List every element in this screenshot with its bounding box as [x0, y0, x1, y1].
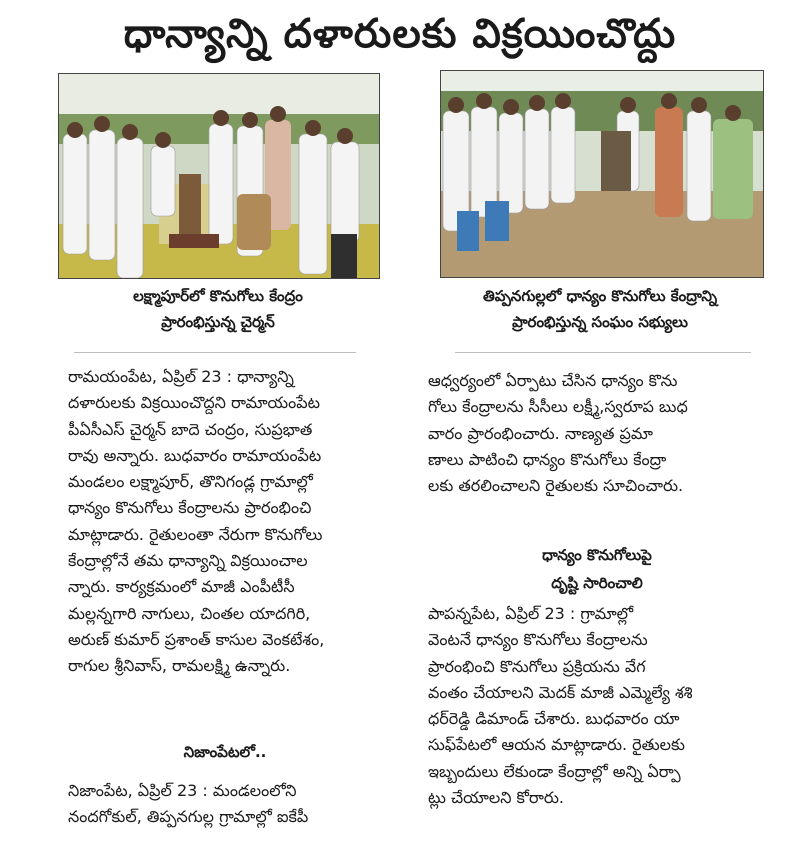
headline: ధాన్యాన్ని దళారులకు విక్రయించొద్దు — [123, 11, 677, 57]
text-line: వంతం చేయాలని మెదక్ మాజీ ఎమ్మెల్యే శశి — [428, 682, 693, 702]
text-line: మండలం లక్ష్మాపూర్, తొనిగండ్ల గ్రామాల్లో — [68, 472, 313, 492]
text-line: ణాలు పాటించి ధాన్యం కొనుగోలు కేంద్రా — [428, 449, 667, 469]
text-line: లకు తరలించాలని రైతులకు సూచించారు. — [428, 476, 684, 496]
caption-divider — [74, 352, 356, 353]
subheading-line: దృష్టి సారించాలి — [551, 574, 643, 592]
text-line: రాగుల శ్రీనివాస్, రామలక్ష్మి ఉన్నారు. — [68, 656, 291, 676]
subheading-nizampet: నిజాంపేటలో.. — [183, 743, 267, 761]
photo-caption-left — [58, 283, 378, 335]
subheading-procurement-focus — [428, 541, 766, 597]
caption-line: తిప్పనగుల్లలో ధాన్యం కొనుగోలు కేంద్రాన్ని — [482, 287, 718, 305]
caption-line: ప్రారంభిస్తున్న చైర్మన్ — [161, 313, 275, 331]
article-ramayampet — [68, 364, 382, 680]
article-continuation — [428, 368, 766, 499]
article-papannapet — [428, 601, 766, 811]
text-line: పీఏసీఎస్ చైర్మన్ బాదె చంద్రం, సుప్రభాత — [68, 419, 313, 439]
text-line: కేంద్రాల్లోనే తమ ధాన్యాన్ని విక్రయించాల — [68, 551, 308, 571]
text-line: రావు అన్నారు. బుధవారం రామాయంపేట — [68, 445, 322, 465]
text-line: న్నారు. కార్యక్రమంలో మాజీ ఎంపీటీసీ — [68, 577, 295, 597]
photo-inauguration-lakshmapur — [58, 73, 380, 279]
photo-caption-right — [430, 283, 770, 335]
text-line: అరుణ్ కుమార్ ప్రశాంత్ కాసుల వెంకటేశం, — [68, 629, 325, 649]
text-line: నందగోకుల్, తిప్పనగుల్ల గ్రామాల్లో ఐకేపీ — [68, 807, 309, 827]
text-line: ధాన్యం కొనుగోలు కేంద్రాలను ప్రారంభించి — [68, 498, 312, 518]
text-line: వారం ప్రారంభించారు. నాణ్యత ప్రమా — [428, 423, 653, 443]
text-line: రామయంపేట, ఏప్రిల్ 23 : ధాన్యాన్ని — [68, 367, 294, 386]
photo-inauguration-tippanagulla — [440, 70, 764, 278]
text-line: పాపన్నపేట, ఏప్రిల్ 23 : గ్రామాల్లో — [428, 604, 634, 623]
caption-divider — [455, 352, 751, 353]
text-line: సుఫ్‌పేటలో ఆయన మాట్లాడారు. రైతులకు — [428, 735, 685, 755]
text-line: ప్రారంభించి కొనుగోలు ప్రక్రియను వేగ — [428, 656, 646, 676]
text-line: ధర్‌రెడ్డి డిమాండ్ చేశారు. బుధవారం యా — [428, 709, 680, 729]
text-line: ఆధ్వర్యంలో ఏర్పాటు చేసిన ధాన్యం కొను — [428, 371, 678, 390]
text-line: దళారులకు విక్రయించొద్దని రామాయంపేట — [68, 393, 320, 413]
text-line: ఇబ్బందులు లేకుండా కేంద్రాల్లో అన్ని ఏర్పా — [428, 761, 681, 781]
text-line: వెంటనే ధాన్యం కొనుగోలు కేంద్రాలను — [428, 630, 648, 650]
caption-line: లక్ష్మాపూర్‌లో కొనుగోలు కేంద్రం — [133, 287, 303, 305]
text-line: మల్లన్నగారి నాగులు, చింతల యాదగిరి, — [68, 603, 311, 623]
text-line: ట్లు చేయాలని కోరారు. — [428, 788, 564, 808]
article-nizampet — [68, 778, 382, 831]
text-line: గోలు కేంద్రాలను సీసీలు లక్ష్మీ,స్వరూప బుధ — [428, 397, 688, 417]
text-line: నిజాంపేట, ఏప్రిల్ 23 : మండలంలోని — [68, 781, 297, 800]
text-line: మాట్లాడారు. రైతులంతా నేరుగా కొనుగోలు — [68, 524, 323, 544]
subheading-line: ధాన్యం కొనుగోలుపై — [542, 546, 652, 564]
caption-line: ప్రారంభిస్తున్న సంఘం సభ్యులు — [512, 313, 688, 331]
